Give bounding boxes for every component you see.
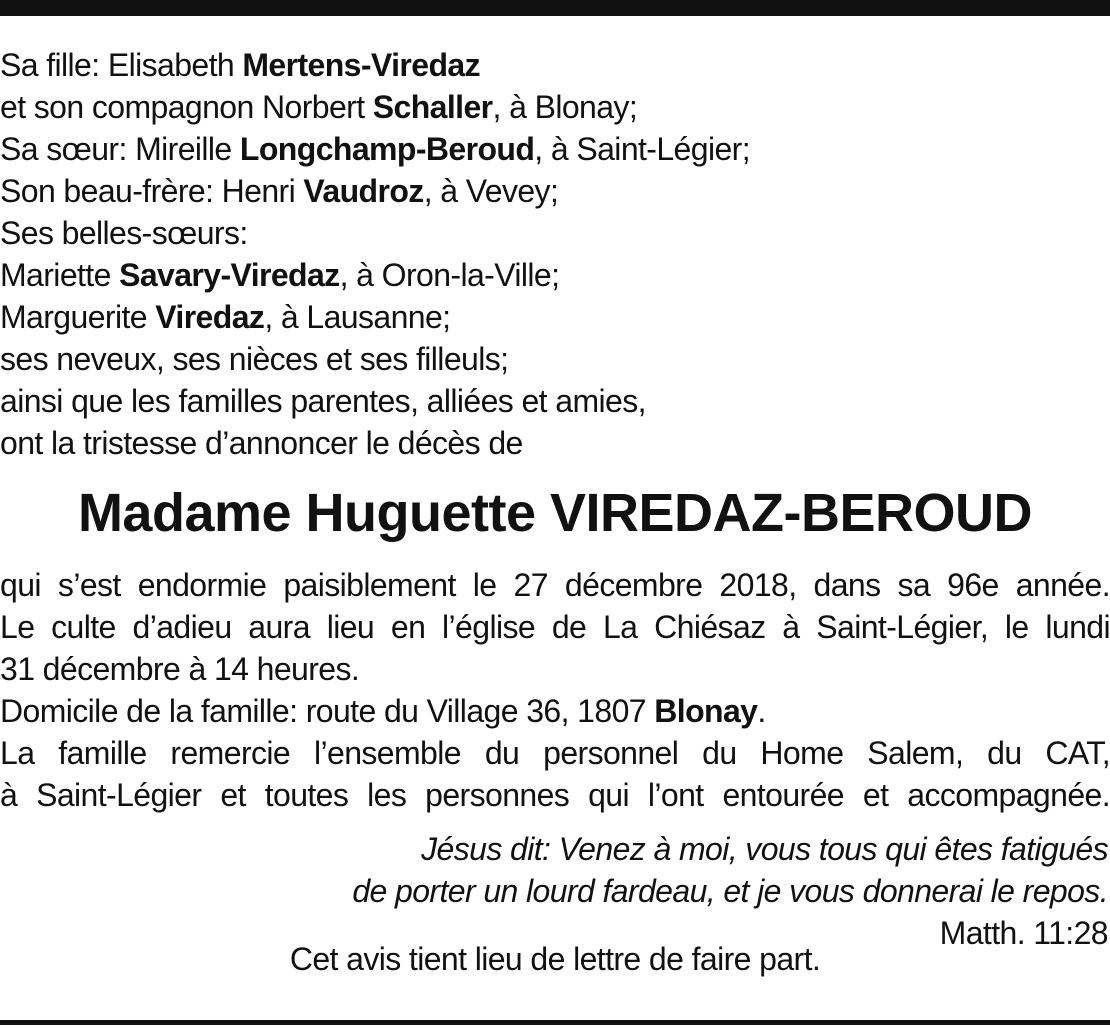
quote-line: Jésus dit: Venez à moi, vous tous qui êtes fatigués [421,831,1108,867]
family-text: Sa sœur: Mireille [0,131,240,167]
family-line [0,212,1110,254]
thanks-line: à Saint-Légier et toutes les personnes qui l’ont entourée et accompagnée. [0,777,1110,813]
family-line [0,422,1110,464]
family-text: et son compagnon Norbert [0,89,373,125]
family-line [0,338,1110,380]
family-line [0,254,1110,296]
family-text: , à Blonay; [492,89,638,125]
family-surname: Viredaz [155,299,265,335]
family-text: Ses belles-sœurs: [0,215,248,251]
details-line: qui s’est endormie paisiblement le 27 décembre 2018, dans sa 96e année. [0,567,1110,603]
family-text: , à Oron-la-Ville; [339,257,560,293]
family-list [0,44,1110,464]
thanks-line: La famille remercie l’ensemble du personnel du Home Salem, du CAT, [0,735,1110,771]
domicile-line [0,690,1110,732]
family-line [0,296,1110,338]
family-line [0,170,1110,212]
closing-note: Cet avis tient lieu de lettre de faire part. [289,941,821,977]
top-border-rule [0,0,1110,16]
family-line [0,380,1110,422]
family-line [0,128,1110,170]
family-text: ont la tristesse d’annoncer le décès de [0,425,523,461]
family-surname: Vaudroz [303,173,424,209]
family-line [0,44,1110,86]
family-text: ainsi que les familles parentes, alliées et amies, [0,383,646,419]
domicile-text: . [757,693,766,729]
family-text: Marguerite [0,299,156,335]
family-text: Mariette [0,257,120,293]
bible-quote [8,828,1108,954]
family-surname: Longchamp-Beroud [239,131,535,167]
bottom-border-rule [0,1020,1110,1025]
family-text: Sa fille: Elisabeth [0,47,243,83]
family-text: , à Lausanne; [264,299,451,335]
family-line [0,86,1110,128]
domicile-town: Blonay [654,693,758,729]
announcement-body [0,564,1110,816]
family-surname: Mertens-Viredaz [242,47,480,83]
quote-reference: Matth. 11:28 [939,915,1108,951]
family-text: Son beau-frère: Henri [0,173,304,209]
quote-line: de porter un lourd fardeau, et je vous donnerai le repos. [352,873,1108,909]
deceased-name: Madame Huguette VIREDAZ-BEROUD [77,483,1033,543]
family-surname: Savary-Viredaz [119,257,340,293]
details-line: Le culte d’adieu aura lieu en l’église de La Chiésaz à Saint-Légier, le lundi [0,609,1110,645]
family-text: ses neveux, ses nièces et ses filleuls; [0,341,509,377]
domicile-text: Domicile de la famille: route du Village 36, 1807 [0,693,655,729]
family-text: , à Saint-Légier; [534,131,751,167]
details-line: 31 décembre à 14 heures. [0,651,360,687]
family-text: , à Vevey; [423,173,559,209]
family-surname: Schaller [372,89,493,125]
